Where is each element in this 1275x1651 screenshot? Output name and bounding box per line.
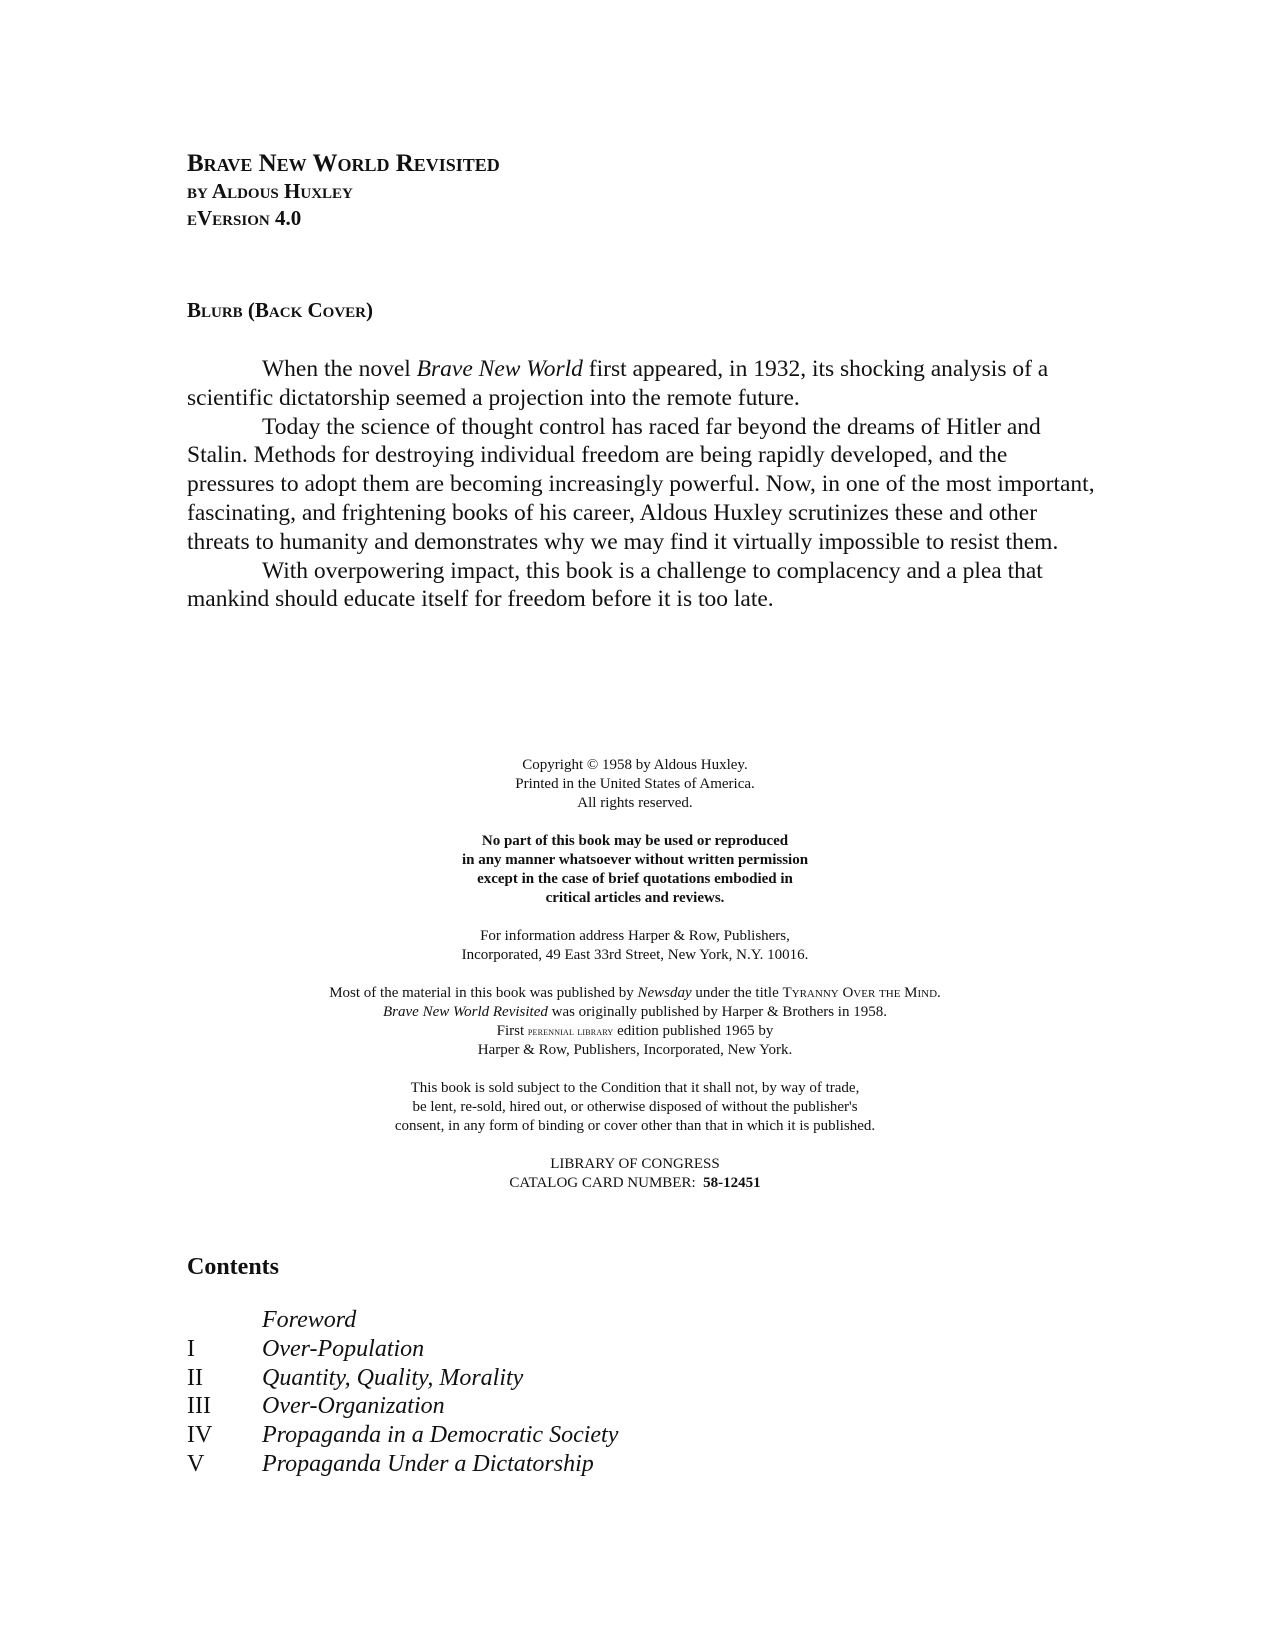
toc-title: Quantity, Quality, Morality — [262, 1364, 524, 1391]
condition-line: This book is sold subject to the Condition that it shall not, by way of trade, — [410, 1080, 860, 1096]
catalog-label: CATALOG CARD NUMBER: — [509, 1175, 696, 1191]
toc-title: Over-Population — [262, 1335, 425, 1362]
history-text: under the title — [691, 985, 783, 1001]
publication-history — [240, 984, 1030, 1060]
blurb-p1-end: first appeared, in 1932, its shocking analysis of a scientific dictatorship seemed a projection into the remote future. — [187, 356, 1049, 411]
book-author: by Aldous Huxley — [187, 179, 353, 203]
history-text: Most of the material in this book was published by — [329, 985, 638, 1001]
rights-line: No part of this book may be used or reproduced — [481, 833, 789, 849]
copyright-line: All rights reserved. — [577, 795, 693, 811]
rights-line: critical articles and reviews. — [545, 890, 725, 906]
toc-title: Over-Organization — [262, 1393, 445, 1420]
title-block — [187, 150, 500, 232]
history-italic: Newsday — [637, 985, 692, 1001]
blurb-p1-start: When the novel — [262, 356, 417, 382]
condition-line: consent, in any form of binding or cover other than that in which it is published. — [394, 1118, 876, 1134]
toc-number: I — [187, 1335, 195, 1362]
catalog-line: LIBRARY OF CONGRESS — [550, 1156, 720, 1172]
toc-title: Propaganda Under a Dictatorship — [262, 1450, 594, 1477]
toc-entry[interactable] — [187, 1306, 618, 1335]
library-catalog — [240, 1155, 1030, 1193]
history-text: edition published 1965 by — [613, 1023, 774, 1039]
rights-line: in any manner whatsoever without written permission — [461, 852, 809, 868]
address-line: For information address Harper & Row, Publishers, — [480, 928, 790, 944]
blurb-text — [187, 355, 1097, 614]
toc-number: V — [187, 1450, 205, 1477]
publisher-address — [240, 927, 1030, 965]
rights-line: except in the case of brief quotations embodied in — [477, 871, 793, 887]
toc-entry[interactable] — [187, 1335, 618, 1364]
toc-title: Foreword — [262, 1307, 357, 1333]
history-text: Harper & Row, Publishers, Incorporated, New York. — [477, 1042, 793, 1058]
blurb-heading: Blurb (Back Cover) — [187, 298, 374, 322]
copyright-block — [240, 756, 1030, 1212]
toc-number: IV — [187, 1422, 213, 1449]
toc-entry[interactable] — [187, 1364, 618, 1393]
blurb-paragraph-1 — [187, 355, 1097, 413]
book-version: eVersion 4.0 — [187, 206, 302, 230]
copyright-line: Copyright © 1958 by Aldous Huxley. — [522, 757, 748, 773]
toc-number: II — [187, 1364, 203, 1391]
sale-condition — [240, 1079, 1030, 1136]
copyright-notice — [240, 756, 1030, 813]
contents-heading: Contents — [187, 1254, 280, 1280]
history-text: was originally published by Harper & Brothers in 1958. — [547, 1004, 887, 1020]
history-small-caps: Tyranny Over the Mind. — [782, 985, 941, 1001]
toc-number: III — [187, 1393, 211, 1420]
history-small-caps: perennial library — [527, 1024, 614, 1038]
book-title: Brave New World Revisited — [187, 150, 500, 177]
toc-entry[interactable] — [187, 1421, 618, 1450]
toc-entry[interactable] — [187, 1392, 618, 1421]
blurb-p1-italic: Brave New World — [416, 356, 583, 382]
condition-line: be lent, re-sold, hired out, or otherwise disposed of without the publisher's — [412, 1099, 858, 1115]
toc-title: Propaganda in a Democratic Society — [262, 1422, 619, 1449]
table-of-contents — [187, 1306, 618, 1479]
blurb-paragraph-3: With overpowering impact, this book is a challenge to complacency and a plea that mankind should educate itself for freedom before it is too late. — [187, 557, 1043, 613]
address-line: Incorporated, 49 East 33rd Street, New York, N.Y. 10016. — [461, 947, 809, 963]
rights-notice — [240, 832, 1030, 908]
toc-entry[interactable] — [187, 1450, 618, 1479]
copyright-line: Printed in the United States of America. — [515, 776, 755, 792]
blurb-paragraph-2: Today the science of thought control has raced far beyond the dreams of Hitler and Stalin. Methods for destroying individual freedom are being rapidly developed, and the pressures to adopt them are becoming increasingly powerful. Now, in one of the most important, fascinating, and frightening books of his career, Aldous Huxley scrutinizes these and other threats to humanity and demonstrates why we may find it virtually impossible to resist them. — [187, 413, 1095, 555]
history-text: First — [496, 1023, 528, 1039]
toc-number — [187, 1306, 262, 1335]
catalog-number: 58-12451 — [703, 1175, 761, 1191]
history-italic: Brave New World Revisited — [383, 1004, 548, 1020]
